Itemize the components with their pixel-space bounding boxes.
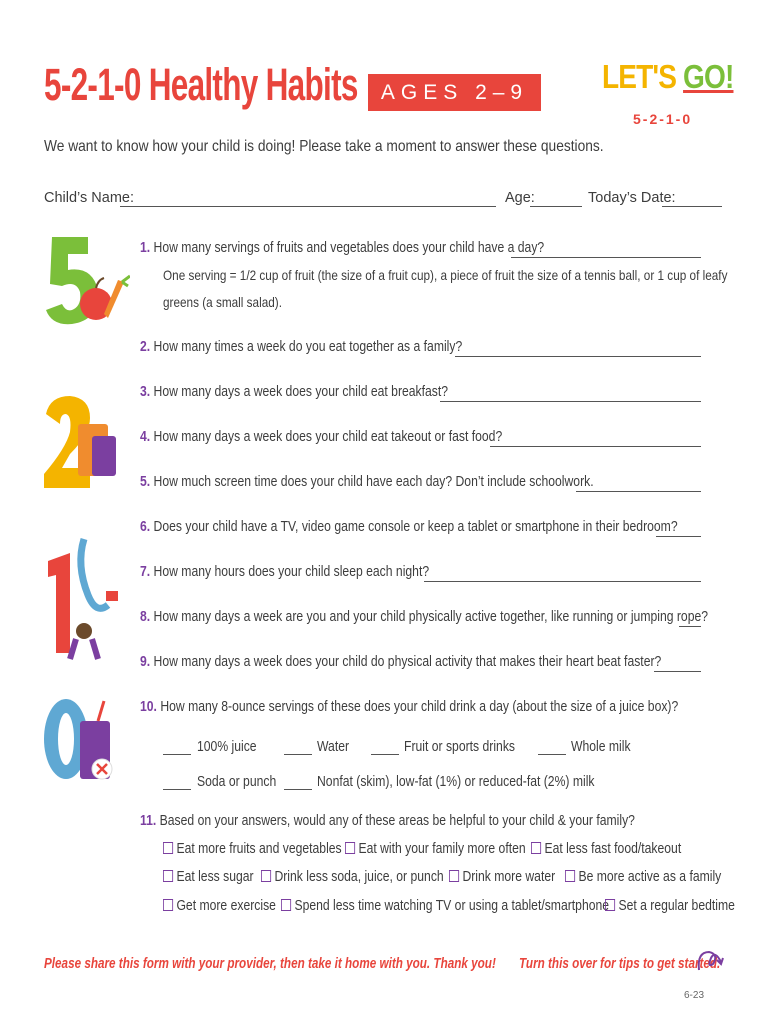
answer-line-5[interactable] — [576, 491, 701, 492]
drink-whole-milk-label: Whole milk — [571, 739, 631, 755]
goal-option[interactable] — [449, 869, 555, 885]
two-screen-icon — [40, 392, 120, 497]
drink-blank-water[interactable] — [284, 754, 312, 755]
question-7 — [140, 564, 429, 580]
goal-option[interactable] — [163, 841, 342, 857]
question-text: How many days a week does your child do physical activity that makes their heart beat faster? — [153, 654, 662, 670]
footer-turn-over: Turn this over for tips to get started. — [519, 955, 721, 972]
question-text: How many 8-ounce servings of these does your child drink a day (about the size of a juice box)? — [160, 699, 679, 715]
question-text: How many days a week does your child eat breakfast? — [153, 384, 449, 400]
answer-line-3[interactable] — [440, 401, 701, 402]
checkbox[interactable] — [163, 842, 173, 854]
question-10 — [140, 699, 678, 715]
question-11 — [140, 813, 635, 829]
question-number: 9. — [140, 654, 151, 670]
goal-label: Spend less time watching TV or using a tablet/smartphone — [294, 898, 610, 914]
goal-option[interactable] — [281, 898, 609, 914]
intro-text: We want to know how your child is doing! Please take a moment to answer these questions. — [44, 138, 604, 155]
question-text: How many days a week are you and your child physically active together, like running or jumping rope? — [153, 609, 709, 625]
goal-option[interactable] — [163, 898, 276, 914]
question-6 — [140, 519, 678, 535]
checkbox[interactable] — [261, 870, 271, 882]
drink-blank-low-fat-milk[interactable] — [284, 789, 312, 790]
answer-line-8[interactable] — [679, 626, 701, 627]
question-9 — [140, 654, 661, 670]
zero-drink-icon — [40, 695, 125, 785]
goal-option[interactable] — [565, 869, 721, 885]
child-name-label: Child’s Name: — [44, 190, 134, 206]
drink-water-label: Water — [317, 739, 350, 755]
answer-line-7[interactable] — [424, 581, 701, 582]
drink-low-fat-milk-label: Nonfat (skim), low-fat (1%) or reduced-fat (2%) milk — [317, 774, 595, 790]
question-number: 3. — [140, 384, 151, 400]
goal-option[interactable] — [605, 898, 735, 914]
goal-label: Eat more fruits and vegetables — [176, 841, 342, 857]
answer-line-6[interactable] — [656, 536, 701, 537]
question-1 — [140, 240, 544, 256]
question-number: 1. — [140, 240, 151, 256]
date-label: Today’s Date: — [588, 190, 676, 206]
question-number: 10. — [140, 699, 157, 715]
one-activity-icon — [40, 535, 125, 665]
goal-label: Eat with your family more often — [358, 841, 526, 857]
logo-go: GO! — [683, 58, 734, 95]
age-label: Age: — [505, 190, 535, 206]
goal-option[interactable] — [531, 841, 681, 857]
checkbox[interactable] — [281, 899, 291, 911]
logo-subtitle: 5-2-1-0 — [633, 111, 693, 127]
goal-label: Eat less sugar — [176, 869, 254, 885]
answer-line-1[interactable] — [511, 257, 701, 258]
page-title: 5-2-1-0 Healthy Habits — [44, 59, 358, 110]
goal-label: Set a regular bedtime — [618, 898, 735, 914]
ages-badge: AGES 2–9 — [368, 74, 541, 111]
question-2 — [140, 339, 462, 355]
five-fruit-icon — [40, 232, 130, 332]
question-number: 4. — [140, 429, 151, 445]
question-number: 5. — [140, 474, 151, 490]
checkbox[interactable] — [163, 899, 173, 911]
date-field[interactable] — [662, 206, 722, 207]
drink-blank-whole-milk[interactable] — [538, 754, 566, 755]
checkbox[interactable] — [531, 842, 541, 854]
question-text: How many hours does your child sleep each night? — [153, 564, 430, 580]
q1-note-line-2: greens (a small salad). — [163, 294, 282, 310]
lets-go-logo — [602, 60, 733, 93]
question-3 — [140, 384, 448, 400]
checkbox[interactable] — [565, 870, 575, 882]
question-text: How many servings of fruits and vegetables does your child have a day? — [153, 240, 545, 256]
answer-line-9[interactable] — [654, 671, 701, 672]
question-8 — [140, 609, 708, 625]
answer-line-4[interactable] — [490, 446, 701, 447]
goal-label: Get more exercise — [176, 898, 276, 914]
drink-sports-label: Fruit or sports drinks — [404, 739, 516, 755]
question-5 — [140, 474, 594, 490]
question-text: How many days a week does your child eat takeout or fast food? — [153, 429, 503, 445]
checkbox[interactable] — [449, 870, 459, 882]
question-4 — [140, 429, 502, 445]
drink-juice-label: 100% juice — [197, 739, 257, 755]
footer-share-note: Please share this form with your provider, then take it home with you. Thank you! — [44, 955, 496, 972]
goal-label: Be more active as a family — [578, 869, 722, 885]
drink-soda-label: Soda or punch — [197, 774, 277, 790]
logo-text: LET'S — [602, 58, 677, 95]
question-number: 2. — [140, 339, 151, 355]
question-text: How many times a week do you eat together as a family? — [153, 339, 463, 355]
checkbox[interactable] — [605, 899, 615, 911]
version-code: 6-23 — [684, 990, 705, 1001]
question-number: 8. — [140, 609, 151, 625]
question-number: 7. — [140, 564, 151, 580]
goal-label: Drink less soda, juice, or punch — [274, 869, 444, 885]
goal-option[interactable] — [163, 869, 254, 885]
goal-option[interactable] — [345, 841, 526, 857]
checkbox[interactable] — [163, 870, 173, 882]
answer-line-2[interactable] — [455, 356, 701, 357]
question-text: Based on your answers, would any of these areas be helpful to your child & your family? — [159, 813, 635, 829]
goal-label: Eat less fast food/takeout — [544, 841, 682, 857]
drink-blank-juice[interactable] — [163, 754, 191, 755]
question-number: 11. — [140, 813, 157, 829]
drink-blank-sports[interactable] — [371, 754, 399, 755]
curved-arrow-icon — [695, 946, 725, 972]
goal-option[interactable] — [261, 869, 444, 885]
q1-note-line-1: One serving = 1/2 cup of fruit (the size of a fruit cup), a piece of fruit the size of a tennis ball, or 1 cup of leafy — [163, 267, 728, 283]
question-text: How much screen time does your child have each day? Don’t include schoolwork. — [153, 474, 594, 490]
goal-label: Drink more water — [462, 869, 556, 885]
age-field[interactable] — [530, 206, 582, 207]
checkbox[interactable] — [345, 842, 355, 854]
question-number: 6. — [140, 519, 151, 535]
child-name-field[interactable] — [120, 206, 496, 207]
question-text: Does your child have a TV, video game console or keep a tablet or smartphone in their bedroom? — [153, 519, 678, 535]
drink-blank-soda[interactable] — [163, 789, 191, 790]
